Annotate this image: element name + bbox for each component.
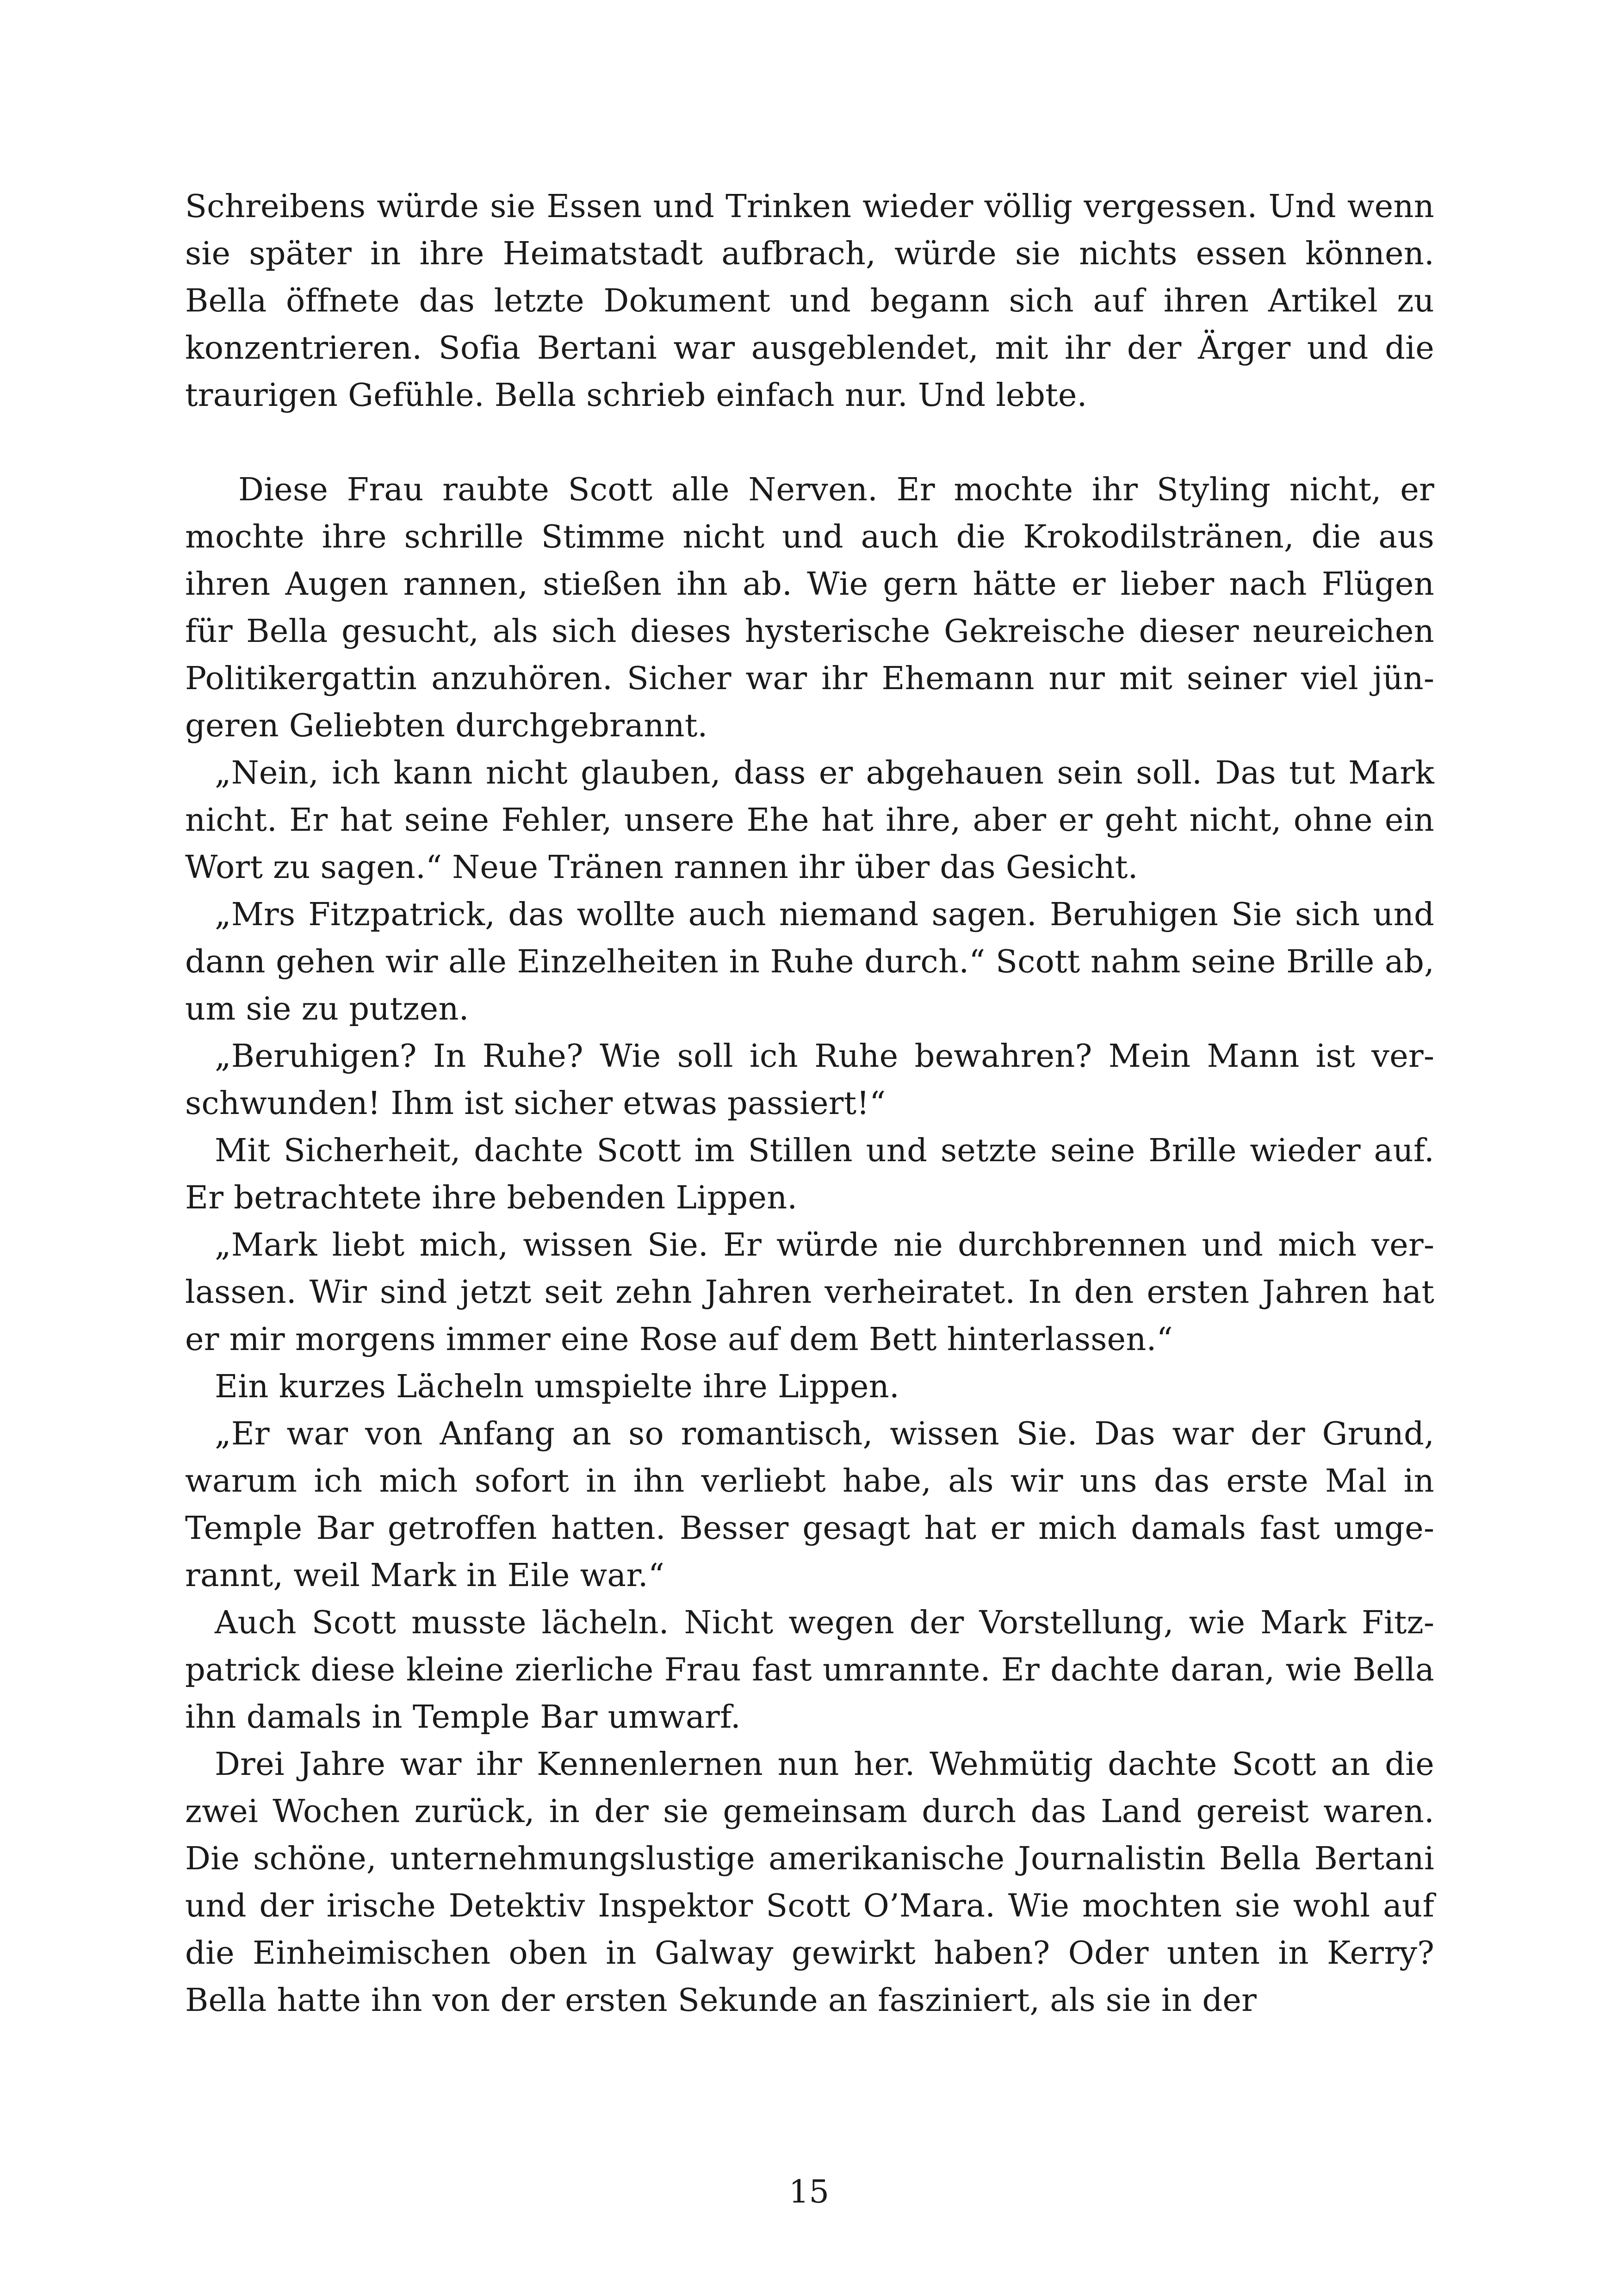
paragraph-dialogue: „Mrs Fitzpatrick, das wollte auch niemand sagen. Beruhigen Sie sich und dann gehen wir alle Einzelheiten in Ruhe durch.“ Scott nahm seine Brille ab, um sie zu putzen. [185,896,1434,1027]
paragraph: Drei Jahre war ihr Kennenlernen nun her. Wehmütig dachte Scott an die zwei Wochen zurück, in der sie gemeinsam durch das Land gereist waren. Die schöne, unternehmungslustige amerikanische Journalistin Bella Bertani und der irische Detektiv Inspektor Scott O’Mara. Wie mochten sie wohl auf die Einheimischen oben in Galway gewirkt haben? Oder unten in Kerry? Bella hatte ihn von der ersten Sekunde an fasziniert, als sie in der [185,1746,1434,2019]
page-body [185,183,1434,2024]
paragraph-dialogue: „Er war von Anfang an so romantisch, wissen Sie. Das war der Grund, warum ich mich sofort in ihn verliebt habe, als wir uns das erste Mal in Temple Bar getroffen hatten. Besser gesagt hat er mich damals fast umgerannt, weil Mark in Eile war.“ [185,1415,1434,1594]
paragraph: Auch Scott musste lächeln. Nicht wegen der Vorstellung, wie Mark Fitzpatrick diese kleine zierliche Frau fast umrannte. Er dachte daran, wie Bella ihn damals in Temple Bar umwarf. [185,1604,1434,1736]
paragraph-section-start: Diese Frau raubte Scott alle Nerven. Er mochte ihr Styling nicht, er mochte ihre schrille Stimme nicht und auch die Krokodilstränen, die aus ihren Augen rannen, stießen ihn ab. Wie gern hätte er lieber nach Flügen für Bella gesucht, als sich dieses hysterische Gekreische dieser neureichen Politikergattin anzuhören. Sicher war ihr Ehemann nur mit seiner viel jüngeren Geliebten durchgebrannt. [185,471,1434,744]
paragraph-dialogue: „Mark liebt mich, wissen Sie. Er würde nie durchbrennen und mich verlassen. Wir sind jetzt seit zehn Jahren verheiratet. In den ersten Jahren hat er mir morgens immer eine Rose auf dem Bett hinterlassen.“ [185,1226,1434,1358]
page-number: 15 [788,2173,830,2210]
paragraph: Ein kurzes Lächeln umspielte ihre Lippen. [215,1368,899,1405]
paragraph-continued: Schreibens würde sie Essen und Trinken wieder völlig vergessen. Und wenn sie später in ihre Heimatstadt aufbrach, würde sie nichts essen können. Bella öffnete das letzte Dokument und begann sich auf ihren Artikel zu konzentrieren. Sofia Bertani war ausgeblendet, mit ihr der Ärger und die traurigen Gefühle. Bella schrieb einfach nur. Und lebte. [185,188,1434,414]
paragraph-dialogue: „Beruhigen? In Ruhe? Wie soll ich Ruhe bewahren? Mein Mann ist verschwunden! Ihm ist sicher etwas passiert!“ [185,1038,1434,1122]
paragraph-dialogue: „Nein, ich kann nicht glauben, dass er abgehauen sein soll. Das tut Mark nicht. Er hat seine Fehler, unsere Ehe hat ihre, aber er geht nicht, ohne ein Wort zu sagen.“ Neue Tränen rannen ihr über das Gesicht. [185,754,1434,886]
paragraph: Mit Sicherheit, dachte Scott im Stillen und setzte seine Brille wieder auf. Er betrachtete ihre bebenden Lippen. [185,1132,1434,1216]
